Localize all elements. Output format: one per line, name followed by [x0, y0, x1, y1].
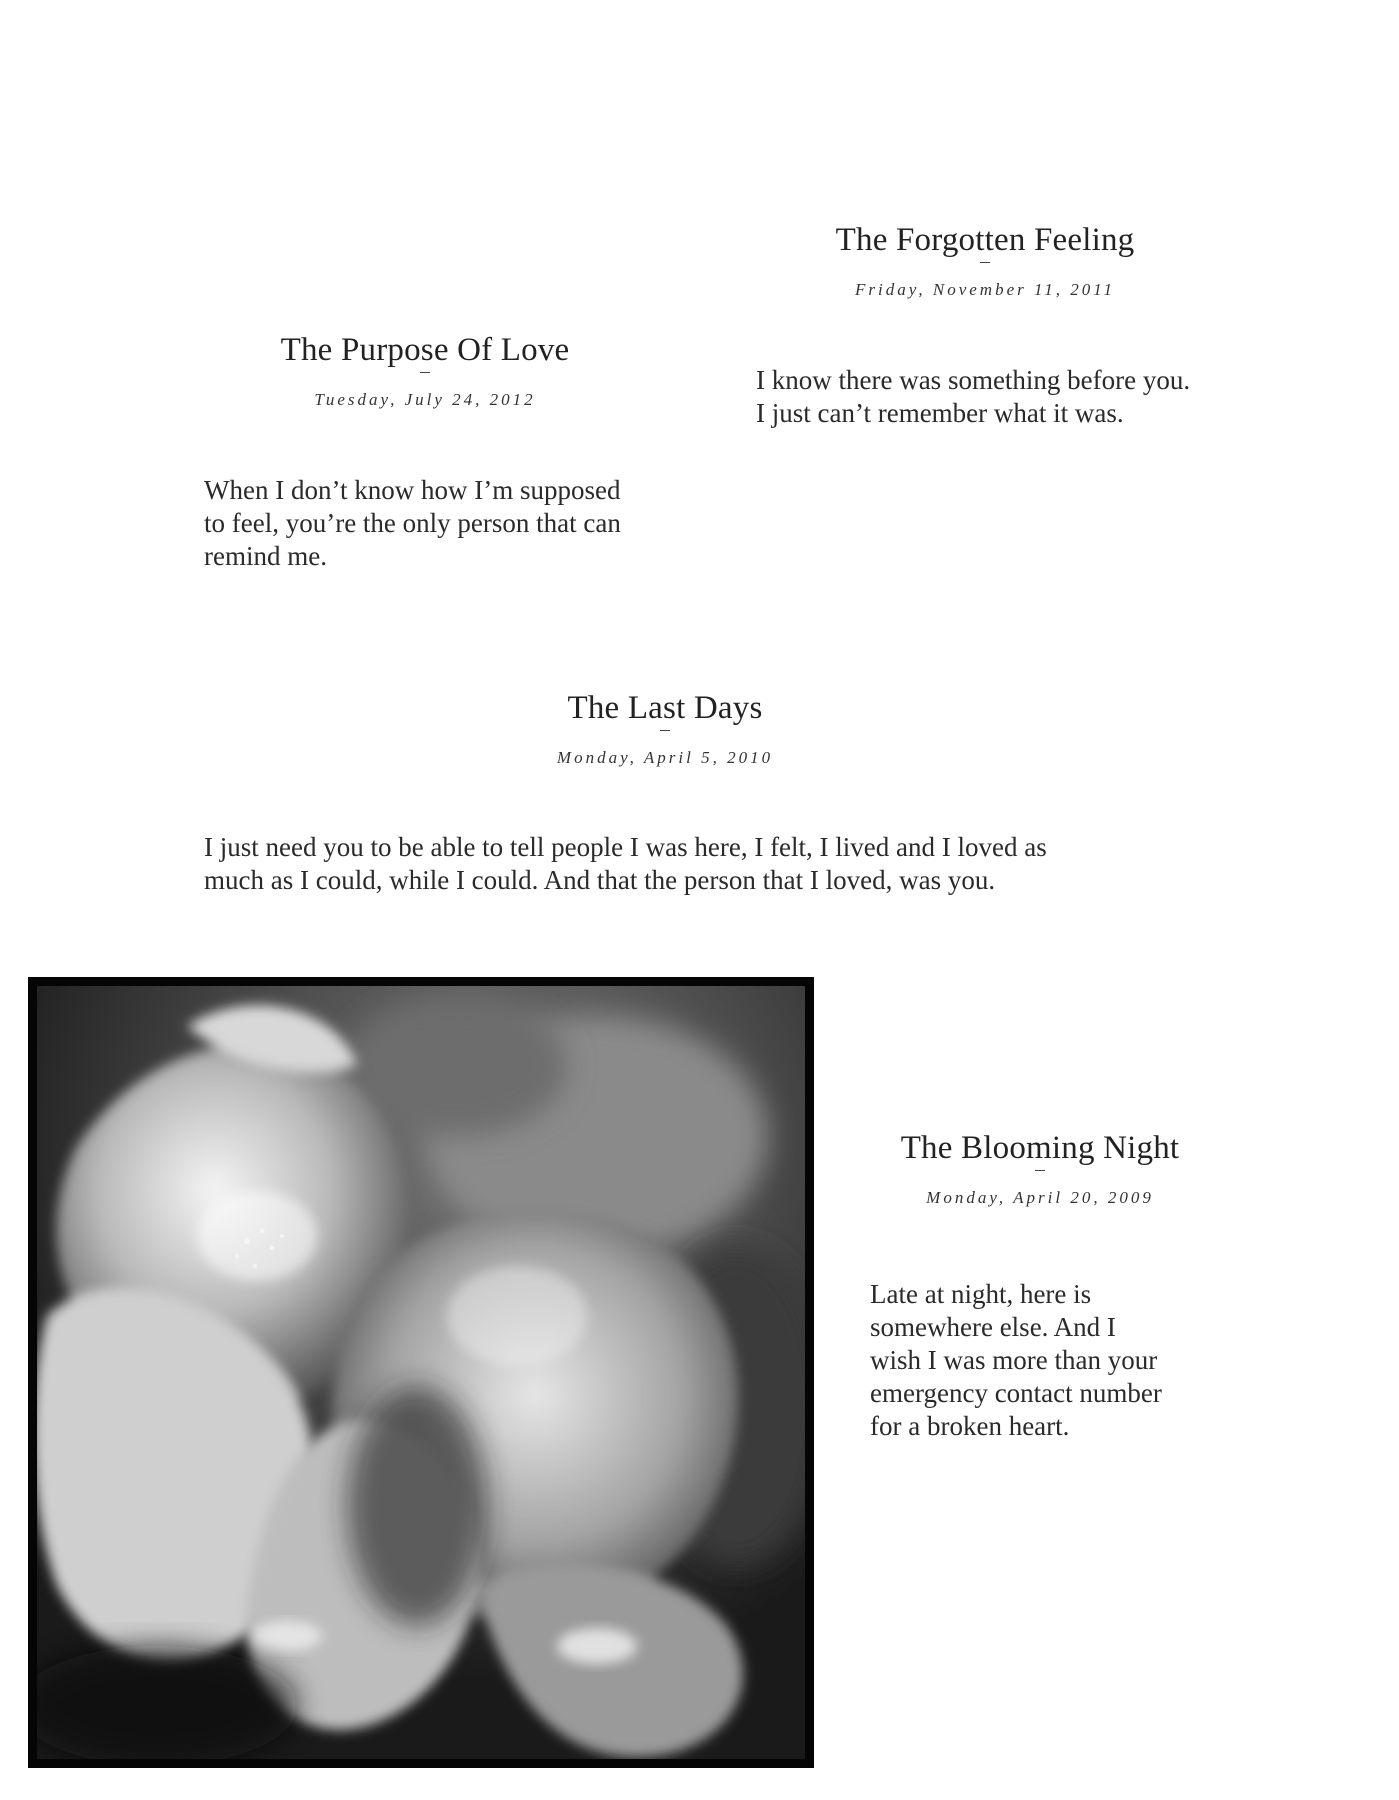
entry-date: Monday, April 5, 2010	[556, 748, 774, 767]
body-line: I know there was something before you.	[756, 365, 1191, 395]
entry-date: Tuesday, July 24, 2012	[314, 390, 536, 409]
body-line: emergency contact number	[870, 1378, 1162, 1408]
entry-forgotten-feeling-header	[800, 220, 1170, 301]
body-line: to feel, you’re the only person that can	[204, 508, 621, 538]
entry-date: Friday, November 11, 2011	[855, 280, 1115, 299]
body-line: Late at night, here is	[870, 1279, 1092, 1309]
body-line: wish I was more than your	[870, 1345, 1158, 1375]
body-line: remind me.	[204, 541, 327, 571]
entry-title: The Last Days	[567, 690, 763, 726]
entry-last-days-body	[204, 831, 1124, 897]
entry-blooming-night-header	[855, 1128, 1225, 1209]
body-line: much as I could, while I could. And that the person that I loved, was you.	[204, 865, 996, 895]
title-dash-divider	[1035, 1170, 1045, 1171]
entry-title: The Forgotten Feeling	[835, 222, 1135, 258]
body-line: I just need you to be able to tell people I was here, I felt, I lived and I loved as	[204, 832, 1047, 862]
title-dash-divider	[980, 262, 990, 263]
entry-purpose-of-love-body	[204, 474, 654, 573]
entry-title: The Purpose Of Love	[280, 332, 570, 368]
body-line: somewhere else. And I	[870, 1312, 1116, 1342]
body-line: for a broken heart.	[870, 1411, 1070, 1441]
entry-last-days-header	[480, 688, 850, 769]
title-dash-divider	[420, 372, 430, 373]
entry-purpose-of-love-header	[240, 330, 610, 411]
flower-photo-illustration	[37, 986, 805, 1759]
entry-date: Monday, April 20, 2009	[926, 1188, 1154, 1207]
body-line: When I don’t know how I’m supposed	[204, 475, 621, 505]
title-dash-divider	[660, 730, 670, 731]
entry-blooming-night-body	[870, 1278, 1200, 1443]
body-line: I just can’t remember what it was.	[756, 398, 1124, 428]
entry-title: The Blooming Night	[900, 1130, 1180, 1166]
flower-photograph	[28, 977, 814, 1768]
entry-forgotten-feeling-body	[756, 364, 1226, 430]
